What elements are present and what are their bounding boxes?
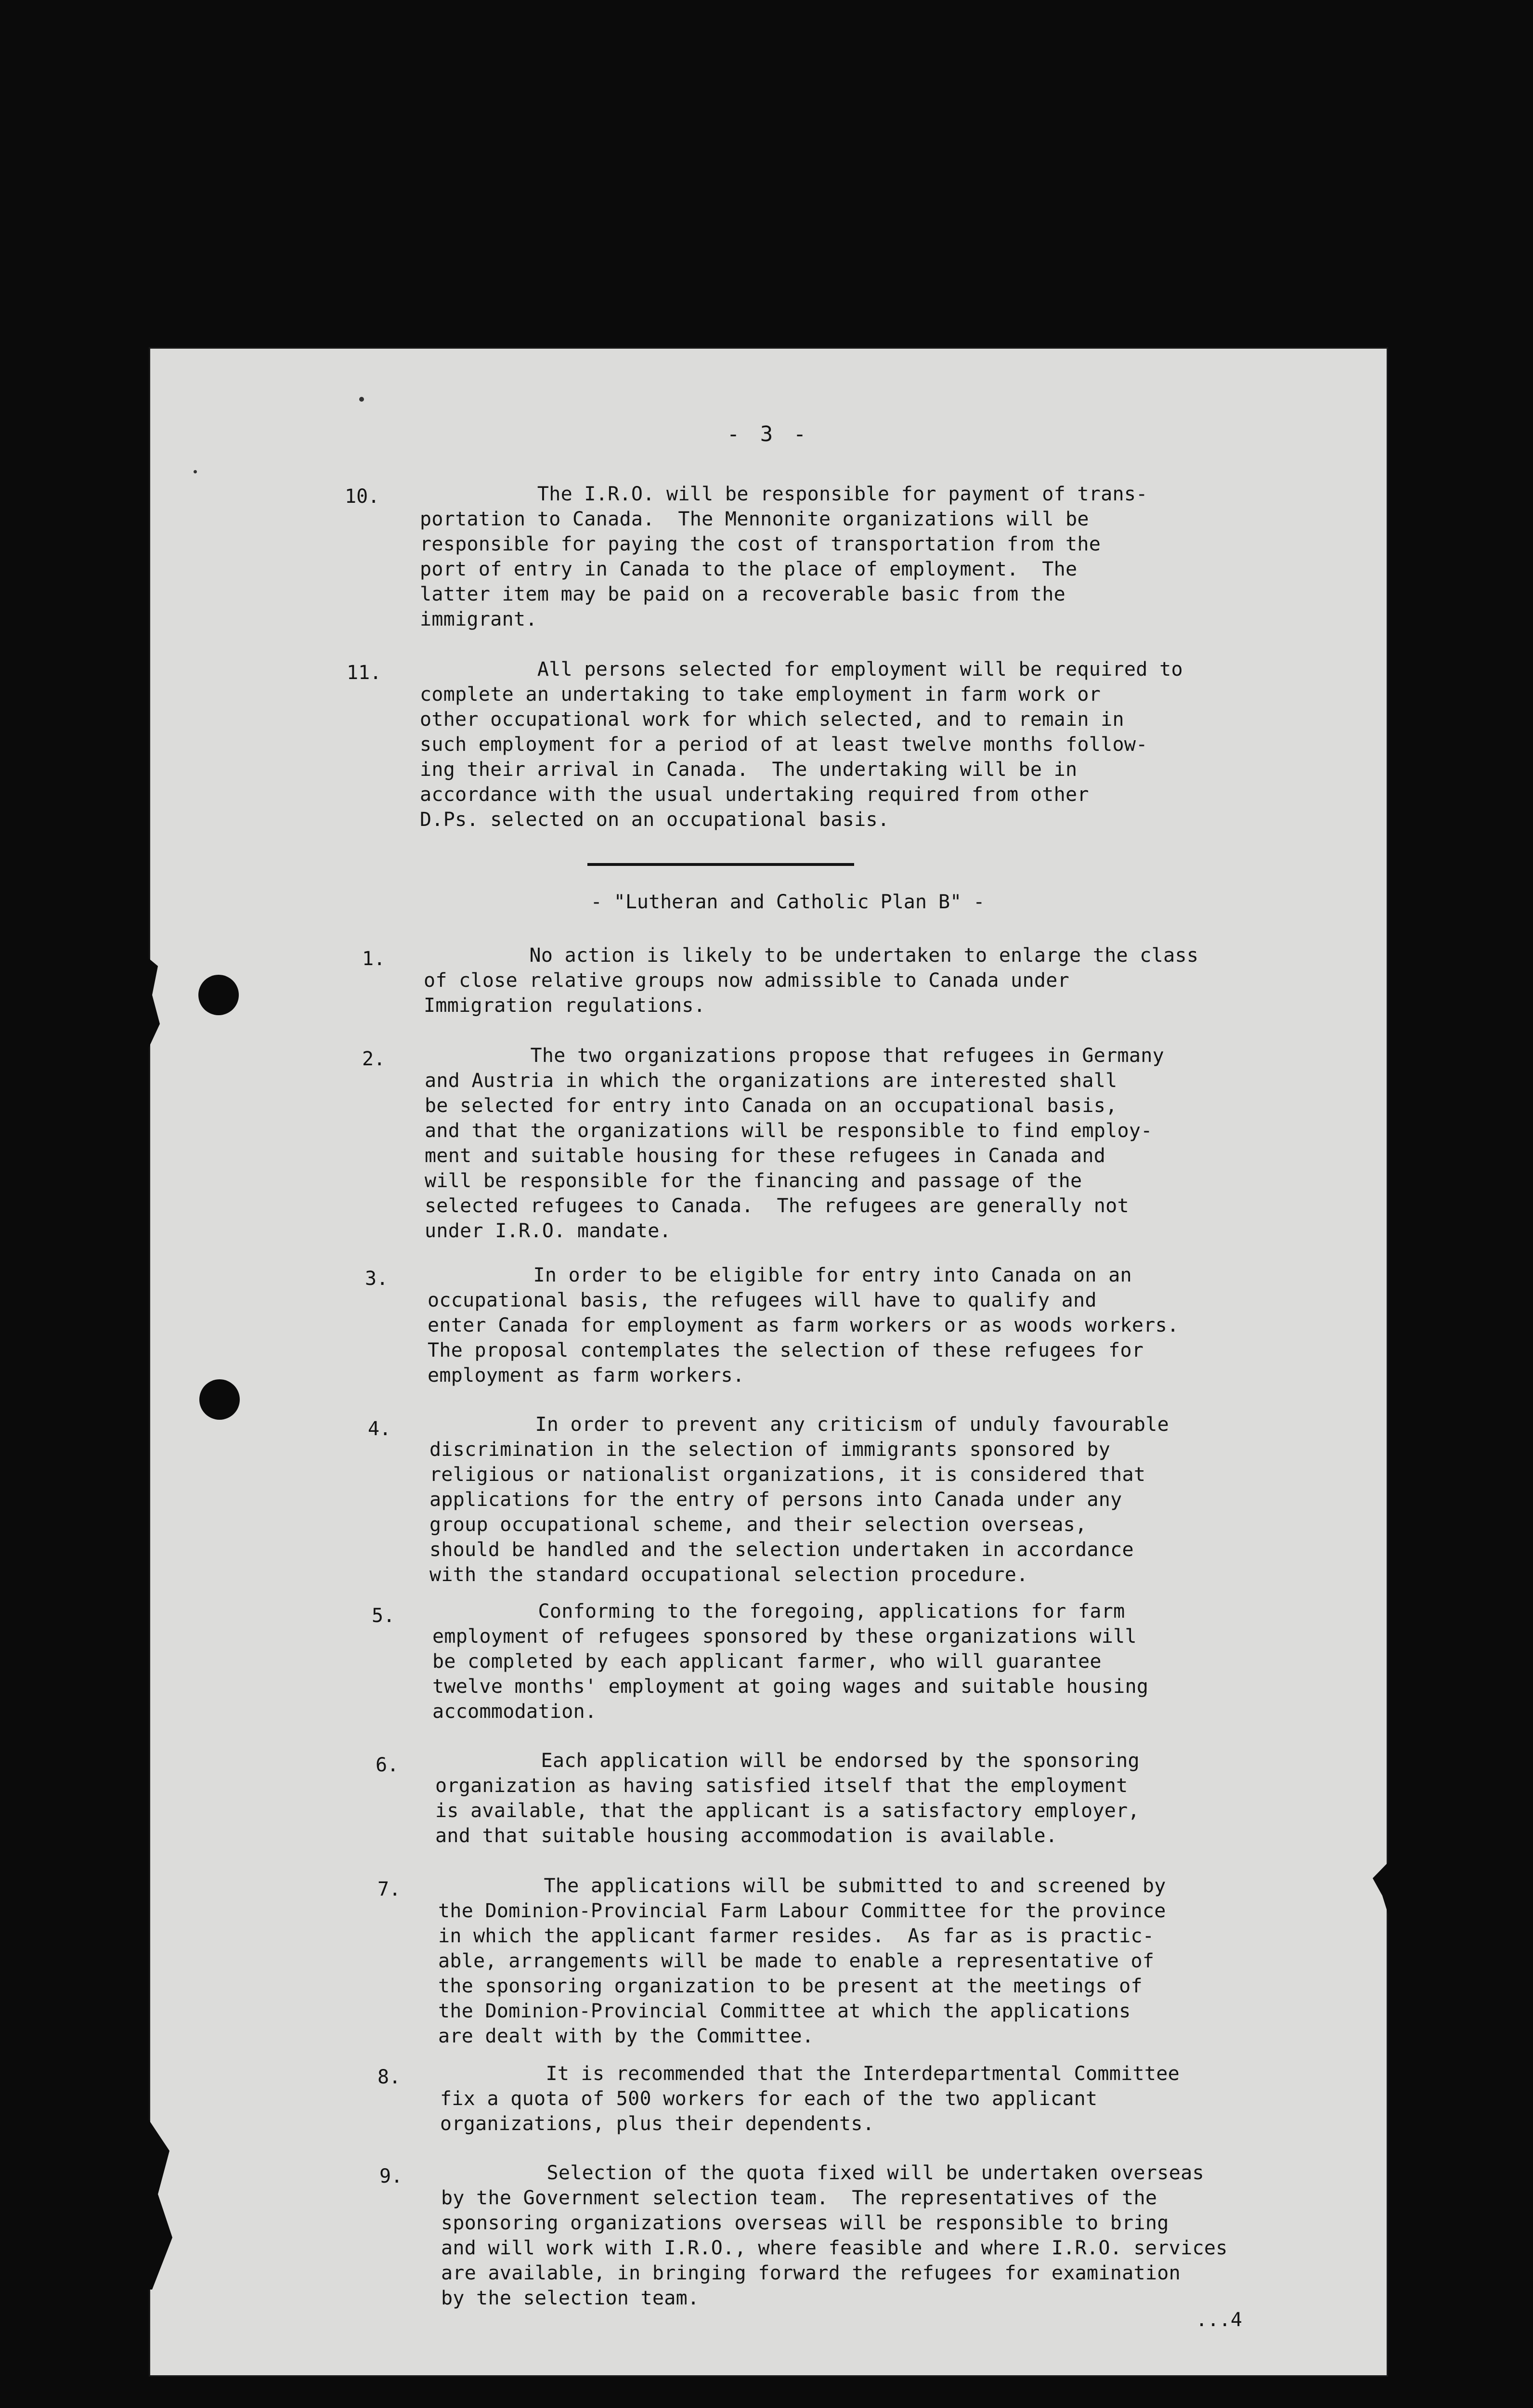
paragraph-number: 4. [368, 1418, 391, 1440]
paragraph-text: Selection of the quota fixed will be undertaken overseas by the Government selection team. The representatives of the sponsoring organizations overseas will be responsible to bring and will work with I.R.O., where feasible and where I.R.O. services are available, in bringing forward the refugees for examination by the selection team. [441, 2162, 1228, 2309]
paragraph-number: 7. [377, 1878, 401, 1900]
paragraph-text: The two organizations propose that refugees in Germany and Austria in which the organizations are interested shall be selected for entry into Canada on an occupational basis, and that the organizations will be responsible to find employ- ment and suitable housing for these refugees in Canada and will be responsible for the financing and passage of the selected refugees to Canada. The refugees are generally not under I.R.O. mandate. [425, 1045, 1165, 1242]
paragraph-number: 3. [365, 1268, 389, 1290]
ink-speck [359, 397, 364, 402]
paragraph-text: No action is likely to be undertaken to enlarge the class of close relative groups now admissible to Canada under Immigration regulations. [424, 944, 1199, 1017]
paragraph-text: It is recommended that the Interdepartmental Committee fix a quota of 500 workers for each of the two applicant organizations, plus their dependents. [440, 2063, 1180, 2135]
paragraph-number: 6. [376, 1754, 399, 1776]
paragraph-number: 2. [362, 1048, 386, 1070]
ink-speck [194, 470, 197, 473]
paragraph-number: 5. [372, 1605, 395, 1627]
section-divider [587, 863, 854, 866]
continuation-marker: ...4 [1195, 2309, 1242, 2331]
torn-edge [146, 2116, 175, 2290]
paragraph-number: 10. [345, 485, 380, 508]
paragraph-text: The applications will be submitted to and screened by the Dominion-Provincial Farm Labour Committee for the province in which the applicant farmer resides. As far as is practic- able, arrangements will be made to enable a representative of the sponsoring organization to be present at the meetings of the Dominion-Provincial Committee at which the applications are dealt with by the Committee. [438, 1875, 1166, 2047]
punch-hole [198, 975, 239, 1015]
paragraph-number: 1. [362, 948, 386, 970]
section-heading: - "Lutheran and Catholic Plan B" - [590, 891, 985, 913]
paragraph-text: In order to prevent any criticism of unduly favourable discrimination in the selection of immigrants sponsored by religious or nationalist organizations, it is considered that applications for the entry of persons into Canada under any group occupational scheme, and their selection overseas, should be handled and the selection undertaken in accordance with the standard occupational selection procedure. [429, 1413, 1169, 1586]
document-page [150, 349, 1387, 2375]
page-number: - 3 - [727, 422, 810, 446]
paragraph-text: All persons selected for employment will be required to complete an undertaking to take employment in farm work or other occupational work for which selected, and to remain in such employment for a period of at least twelve months follow- ing their arrival in Canada. The undertaking will be in accordance with the usual undertaking required from other D.Ps. selected on an occupational basis. [420, 658, 1183, 831]
paragraph-number: 11. [347, 662, 382, 684]
torn-edge [146, 956, 166, 1053]
punch-hole [199, 1379, 240, 1420]
paragraph-number: 8. [377, 2066, 401, 2088]
paragraph-text: Conforming to the foregoing, applications for farm employment of refugees sponsored by these organizations will be completed by each applicant farmer, who will guarantee twelve months' employment at going wages and suitable housing accommodation. [432, 1600, 1149, 1723]
paragraph-text: The I.R.O. will be responsible for payment of trans- portation to Canada. The Mennonite organizations will be responsible for paying the cost of transportation from the port of entry in Canada to the place of employment. The latter item may be paid on a recoverable basic from the immigrant. [420, 483, 1148, 630]
paragraph-number: 9. [379, 2165, 403, 2187]
paragraph-text: In order to be eligible for entry into Canada on an occupational basis, the refugees will have to qualify and enter Canada for employment as farm workers or as woods workers. The proposal contemplates the selection of these refugees for employment as farm workers. [428, 1264, 1179, 1387]
torn-edge [1365, 1861, 1390, 1919]
paragraph-text: Each application will be endorsed by the sponsoring organization as having satisfied itself that the employment is available, that the applicant is a satisfactory employer, and that suitable housing accommodation is available. [435, 1750, 1140, 1847]
